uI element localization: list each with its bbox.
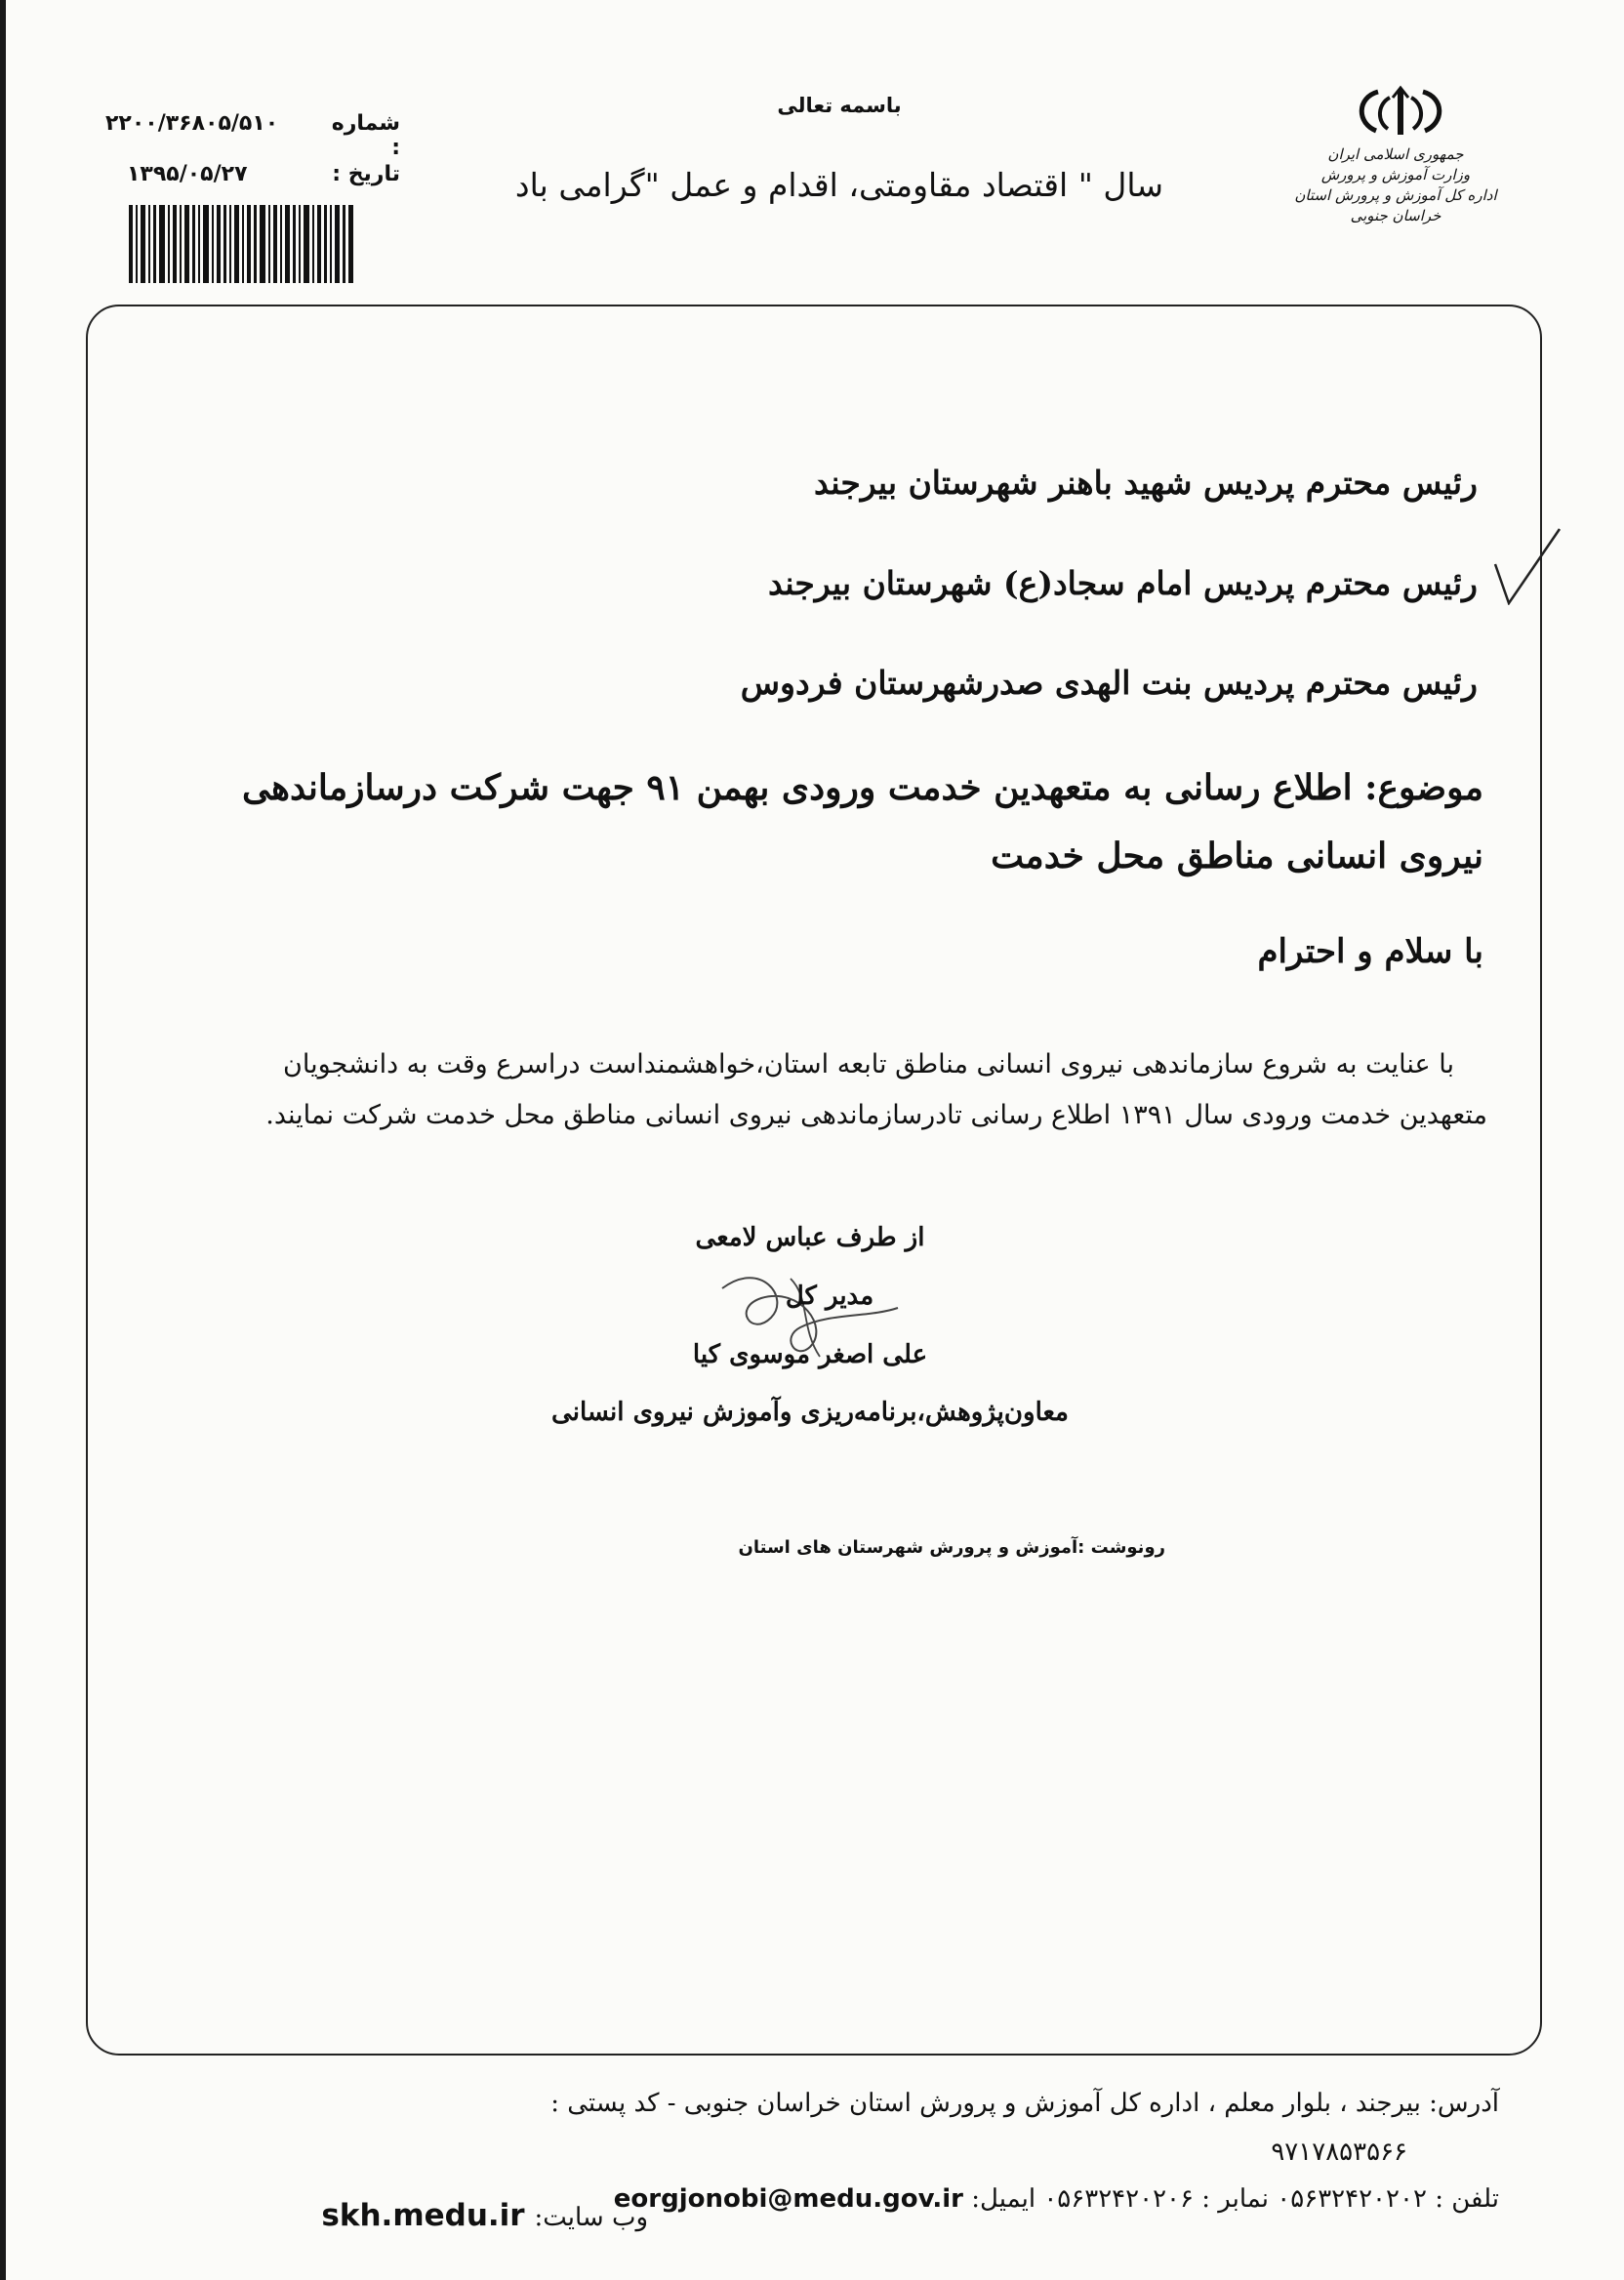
carbon-copy: رونوشت :آموزش و پرورش شهرستان های استان [738,1537,1165,1558]
footer-postal-code [41,2138,1407,2167]
signatory-name: علی اصغر موسوی کیا [692,1340,928,1369]
letter-body [131,1039,1487,1141]
iran-emblem-icon [1347,84,1454,142]
scan-edge [0,0,6,2280]
subject-line-1: موضوع: اطلاع رسانی به متعهدین خدمت ورودی بهمن ۹۱ جهت شرکت درسازماندهی [241,767,1483,808]
letter-subject [176,753,1483,890]
org-line-2: وزارت آموزش و پرورش [1320,166,1471,183]
recipient-1: رئیس محترم پردیس شهید باهنر شهرستان بیرجند [814,464,1478,502]
postal-code: ۹۷۱۷۸۵۳۵۶۶ [1271,2138,1407,2167]
greeting: با سلام و احترام [1257,932,1483,971]
website-label: وب سایت: [534,2203,648,2232]
organization-name [1269,144,1522,226]
body-line-2: متعهدین خدمت ورودی سال ۱۳۹۱ اطلاع رسانی تادرسازماندهی نیروی انسانی مناطق محل خدمت شرکت نمایند. [265,1100,1487,1130]
year-slogan: سال " اقتصاد مقاومتی، اقدام و عمل "گرامی باد [514,166,1164,204]
phone-label: تلفن : [1435,2184,1499,2214]
website-url: skh.medu.ir [321,2198,525,2233]
footer-website [102,2198,648,2233]
letter-number: ۲۲۰۰/۳۶۸۰۵/۵۱۰ [105,111,279,136]
signature-on-behalf: از طرف عباس لامعی [695,1223,925,1252]
email-address: eorgjonobi@medu.gov.ir [613,2184,964,2214]
signature-title: مدیر کل [785,1282,874,1311]
fax-label: نمابر : [1201,2184,1270,2214]
signatory-position: معاون‌پژوهش،برنامه‌ریزی و‌آموزش نیروی انسانی [551,1398,1069,1427]
basmala: باسمه تعالی [777,94,902,117]
body-line-1 [131,1039,1487,1090]
recipient-2: رئیس محترم پردیس امام سجاد(ع) شهرستان بیرجند [768,564,1478,602]
fax-number: ۰۵۶۳۲۴۲۰۲۰۶ [1043,2184,1194,2214]
barcode [129,205,355,283]
recipient-3: رئیس محترم پردیس بنت الهدی صدرشهرستان فردوس [740,664,1478,702]
letter-date: ۱۳۹۵/۰۵/۲۷ [127,162,248,186]
phone-number: ۰۵۶۳۲۴۲۰۲۰۲ [1277,2184,1427,2214]
handwritten-check-mark [1491,527,1562,605]
email-label: ایمیل: [971,2184,1036,2214]
body-line-1-text: با عنایت به شروع سازماندهی نیروی انسانی مناطق تابعه استان،خواهشمنداست دراسرع وقت به دانشجویان [283,1049,1454,1079]
subject-line-2: نیروی انسانی مناطق محل خدمت [991,835,1483,876]
org-line-1: جمهوری اسلامی ایران [1327,145,1464,163]
number-label: شماره : [331,111,400,160]
footer-address [133,2089,1499,2118]
address-label: آدرس: [1429,2089,1499,2118]
org-line-3: اداره کل آموزش و پرورش استان خراسان جنوبی [1294,186,1497,224]
address-text: بیرجند ، بلوار معلم ، اداره کل آموزش و پرورش استان خراسان جنوبی - کد پستی : [550,2089,1421,2118]
date-label: تاریخ : [332,162,400,186]
